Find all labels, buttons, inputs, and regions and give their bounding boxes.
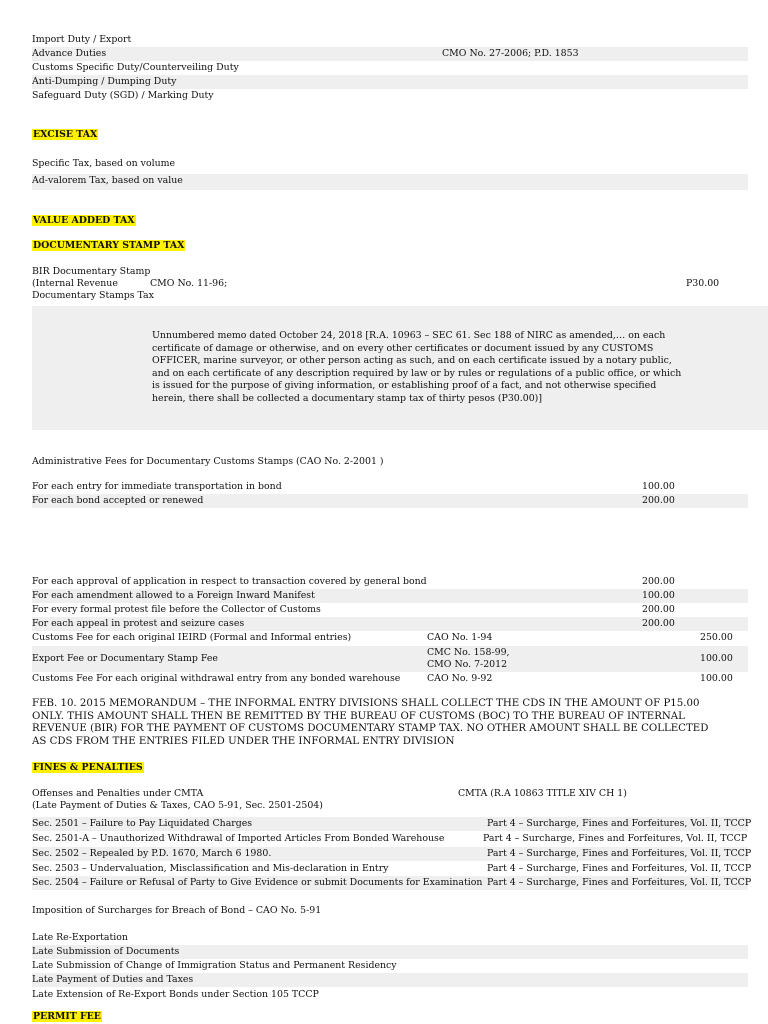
fee-row [32,603,748,617]
fee-amount: 200.00 [642,576,675,587]
surcharges-title: Imposition of Surcharges for Breach of Bond – CAO No. 5-91 [32,905,322,916]
fines-section: Sec. 2503 – Undervaluation, Misclassification and Mis-declaration in Entry [32,863,389,874]
fee-label: For each amendment allowed to a Foreign Inward Manifest [32,590,315,601]
fines-row [32,832,748,846]
excise-row [32,157,748,171]
surcharge-item: Late Submission of Documents [32,946,180,957]
fines-reference: Part 4 – Surcharge, Fines and Forfeitures, Vol. II, TCCP [483,833,748,844]
fee-amount: 200.00 [642,495,675,506]
fee-amount: 200.00 [642,604,675,615]
fee-row [32,646,748,672]
surcharge-item: Late Re-Exportation [32,932,128,943]
excise-heading: EXCISE TAX [33,129,98,140]
dst-amount: P30.00 [686,278,720,289]
fines-reference: Part 4 – Surcharge, Fines and Forfeitures, Vol. II, TCCP [487,848,752,859]
fines-reference: Part 4 – Surcharge, Fines and Forfeitures, Vol. II, TCCP [487,877,752,888]
surcharge-row [32,945,748,959]
fines-section: Sec. 2501-A – Unauthorized Withdrawal of Imported Articles From Bonded Warehouse [32,833,445,844]
fines-row [32,862,752,876]
surcharge-row [32,973,748,987]
fee-row [32,617,748,631]
fines-heading: FINES & PENALTIES [33,762,143,773]
duty-label: Anti-Dumping / Dumping Duty [32,76,177,87]
admin-fees-title: Administrative Fees for Documentary Customs Stamps (CAO No. 2-2001 ) [32,456,384,467]
fee-reference: CAO No. 9-92 [427,673,493,684]
duty-row [32,89,748,103]
fines-row [32,876,752,890]
duty-label: Import Duty / Export [32,34,132,45]
duty-row [32,47,748,61]
fee-row [32,494,748,508]
excise-row [32,174,748,190]
fee-row [32,631,748,645]
fines-reference: Part 4 – Surcharge, Fines and Forfeitures, Vol. II, TCCP [487,818,752,829]
duty-reference: CMO No. 27-2006; P.D. 1853 [442,48,579,59]
fines-section: Sec. 2504 – Failure or Refusal of Party to Give Evidence or submit Documents for Examination [32,877,483,888]
duty-row [32,33,748,47]
fee-amount: 100.00 [700,653,733,664]
fee-amount: 100.00 [642,590,675,601]
surcharge-row [32,988,748,1002]
fee-reference: CMC No. 158-99, CMO No. 7-2012 [427,647,510,670]
surcharge-row [32,931,748,945]
duty-label: Advance Duties [32,48,107,59]
fines-reference: Part 4 – Surcharge, Fines and Forfeitures, Vol. II, TCCP [487,863,752,874]
dst-memo: Unnumbered memo dated October 24, 2018 [R.A. 10963 – SEC 61. Sec 188 of NIRC as amended,… on each certificate of damage or otherwise, and on every other certificates or document issued by any CUSTOMS OFFICER, marine surveyor, or other person acting as such, and on each certificate issued by a notary public, and on each certificate of any description required by law or by rules or regulations of a public office, or which is issued for the purpose of giving information, or establishing proof of a fact, and not otherwise specified herein, there shall be collected a documentary stamp tax of thirty pesos (P30.00)] [152,330,682,404]
fee-amount: 100.00 [642,481,675,492]
surcharge-item: Late Payment of Duties and Taxes [32,974,194,985]
fee-label: For each bond accepted or renewed [32,495,204,506]
duty-label: Safeguard Duty (SGD) / Marking Duty [32,90,214,101]
fee-label: Customs Fee For each original withdrawal entry from any bonded warehouse [32,673,401,684]
permit-heading: PERMIT FEE [33,1011,101,1022]
fee-row [32,672,748,686]
vat-heading: VALUE ADDED TAX [33,215,135,226]
fee-row [32,575,748,589]
fines-row [32,847,752,861]
excise-item: Ad-valorem Tax, based on value [32,175,183,186]
fines-header-reference: CMTA (R.A 10863 TITLE XIV CH 1) [458,788,627,799]
fee-reference: CAO No. 1-94 [427,632,493,643]
surcharge-row [32,959,748,973]
duty-row [32,61,748,75]
cds-memorandum: FEB. 10. 2015 MEMORANDUM – THE INFORMAL ENTRY DIVISIONS SHALL COLLECT THE CDS IN THE AMOUNT OF P15.00 ONLY. THIS AMOUNT SHALL THEN BE REMITTED BY THE BUREAU OF CUSTOMS (BOC) TO THE BUREAU OF INTERNAL REVENUE (BIR) FOR THE PAYMENT OF CUSTOMS DOCUMENTARY STAMP TAX. NO OTHER AMOUNT SHALL BE COLLECTED AS CDS FROM THE ENTRIES FILED UNDER THE INFORMAL ENTRY DIVISION [32,698,709,747]
fee-row [32,480,748,494]
dst-heading: DOCUMENTARY STAMP TAX [33,240,185,251]
fee-label: For each approval of application in respect to transaction covered by general bond [32,576,427,587]
excise-item: Specific Tax, based on volume [32,158,176,169]
fee-label: Customs Fee for each original IEIRD (Formal and Informal entries) [32,632,352,643]
fee-amount: 200.00 [642,618,675,629]
fines-section: Sec. 2501 – Failure to Pay Liquidated Charges [32,818,253,829]
fee-amount: 100.00 [700,673,733,684]
fee-label: For every formal protest file before the Collector of Customs [32,604,321,615]
fee-label: Export Fee or Documentary Stamp Fee [32,653,218,664]
dst-reference: CMO No. 11-96; [150,278,228,289]
dst-memo-box [32,306,768,430]
dst-label: BIR Documentary Stamp (Internal Revenue Documentary Stamps Tax [32,266,154,301]
fines-header-label: Offenses and Penalties under CMTA (Late Payment of Duties & Taxes, CAO 5-91, Sec. 2501-2504) [32,788,323,811]
fines-section: Sec. 2502 – Repealed by P.D. 1670, March 6 1980. [32,848,272,859]
fee-amount: 250.00 [700,632,733,643]
surcharge-item: Late Extension of Re-Export Bonds under Section 105 TCCP [32,989,319,1000]
fines-row [32,817,752,831]
fee-label: For each entry for immediate transportation in bond [32,481,282,492]
duty-row [32,75,748,89]
fee-label: For each appeal in protest and seizure cases [32,618,245,629]
duty-label: Customs Specific Duty/Counterveiling Duty [32,62,239,73]
surcharge-item: Late Submission of Change of Immigration Status and Permanent Residency [32,960,397,971]
fee-row [32,589,748,603]
